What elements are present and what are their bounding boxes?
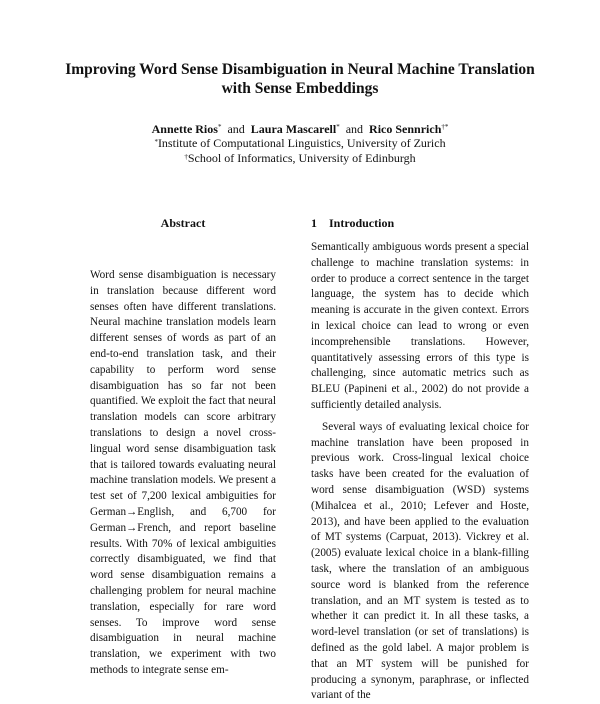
author-mark: * bbox=[217, 123, 222, 131]
section-number: 1 bbox=[311, 216, 317, 230]
abstract-body bbox=[90, 268, 276, 679]
affiliation bbox=[40, 136, 560, 151]
author-mark: * bbox=[336, 123, 340, 131]
paper-title-line-2: with Sense Embeddings bbox=[221, 80, 379, 97]
author-mark: †* bbox=[441, 123, 449, 131]
introduction-body bbox=[311, 240, 529, 704]
author-name: Annette Rios bbox=[151, 122, 218, 136]
affiliation-mark: † bbox=[184, 153, 188, 161]
affiliation-text: School of Informatics, University of Edinburgh bbox=[187, 151, 416, 165]
abstract-heading: Abstract bbox=[160, 216, 206, 230]
author-list bbox=[40, 122, 560, 137]
introduction-heading bbox=[311, 216, 394, 231]
author-separator: and bbox=[345, 122, 364, 136]
affiliation-mark: * bbox=[154, 138, 158, 146]
author-name: Laura Mascarell bbox=[250, 122, 337, 136]
paper-title-line-1: Improving Word Sense Disambiguation in Neural Machine Translation bbox=[65, 61, 535, 78]
author-separator: and bbox=[227, 122, 245, 136]
author-name: Rico Sennrich bbox=[369, 122, 442, 136]
affiliation-text: Institute of Computational Linguistics, University of Zurich bbox=[157, 136, 446, 150]
paper-title bbox=[40, 60, 560, 98]
affiliation bbox=[40, 151, 560, 166]
abstract-paragraph: Word sense disambiguation is necessary in translation because different word senses often have different translations. Neural machine translation models learn different senses of words as part of an end-to-end translation task, and their capability to perform word sense disambiguation has so far not been quantified. We exploit the fact that neural translation models can score arbitrary translations to design a novel cross-lingual word sense disambiguation task that is tailored towards evaluating neural machine translation models. We present a test set of 7,200 lexical ambiguities for German→English, and 6,700 for German→French, and report baseline results. With 70% of lexical ambiguities correctly disambiguated, we find that word sense disambiguation remains a challenging problem for neural machine translation, especially for rare word senses. To improve word sense disambiguation in neural machine translation, we experiment with two methods to integrate sense em- bbox=[90, 269, 276, 676]
section-title: Introduction bbox=[329, 216, 395, 230]
introduction-paragraph: Several ways of evaluating lexical choice for machine translation have been proposed in previous work. Cross-lingual lexical choice tasks have been created for the evaluation of word sense disambiguation (WSD) systems (Mihalcea et al., 2010; Lefever and Hoste, 2013), and have been applied to the evaluation of MT systems (Carpuat, 2013). Vickrey et al. (2005) evaluate lexical choice in a blank-filling task, where the translation of an ambiguous source word is blanked from the reference translation, and an MT system is tested as to whether it can predict it. In all these tasks, a word-level translation (or set of translations) is defined as the gold label. A major problem is that an MT system will be punished for producing a synonym, paraphrase, or inflected variant of the bbox=[311, 420, 529, 702]
introduction-paragraph: Semantically ambiguous words present a special challenge to machine translation systems: in order to produce a correct sentence in the target language, the system has to decide which meaning is accurate in the given context. Errors in lexical choice can lead to wrong or even incomprehensible translations. However, quantitatively assessing errors of this type is challenging, since automatic metrics such as BLEU (Papineni et al., 2002) do not provide a sufficiently detailed analysis. bbox=[311, 241, 529, 411]
